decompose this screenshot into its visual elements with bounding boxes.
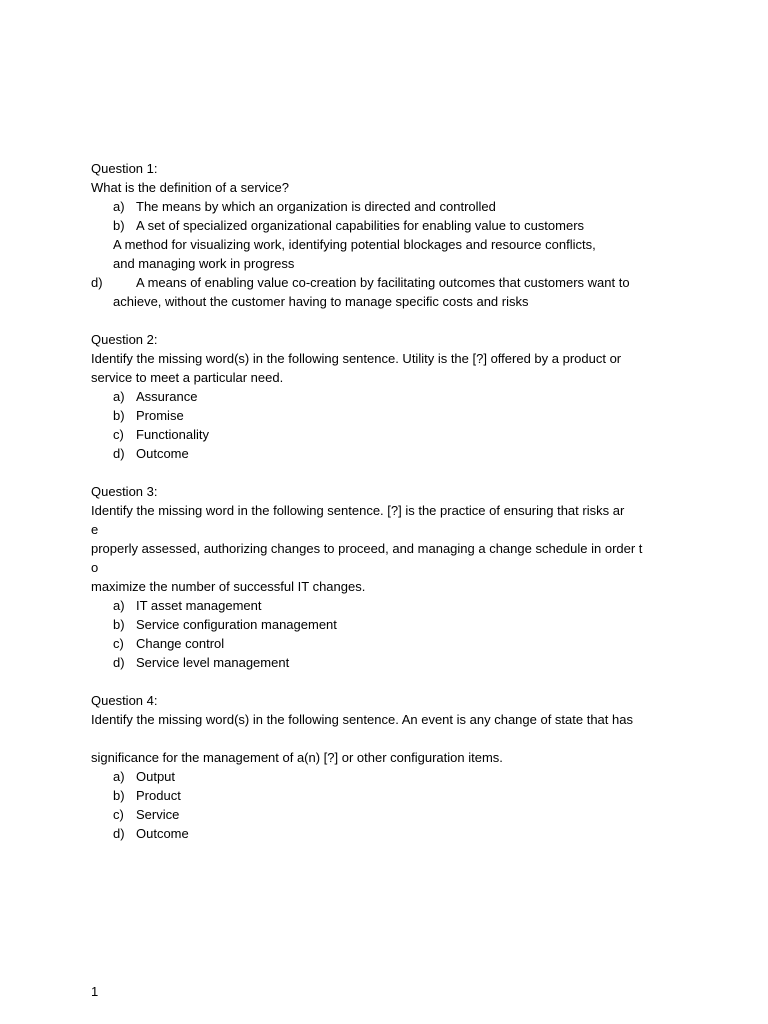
option-letter: a) — [113, 199, 125, 214]
question-1 — [91, 159, 671, 311]
option-text: Promise — [136, 408, 184, 423]
option-letter: c) — [113, 636, 124, 651]
question-text: o — [91, 560, 99, 575]
option-text: A means of enabling value co-creation by facilitating outcomes that customers want to — [136, 275, 630, 290]
option-text: Functionality — [136, 427, 209, 442]
question-text: maximize the number of successful IT changes. — [91, 579, 366, 594]
question-list — [91, 159, 671, 843]
question-heading: Question 4: — [91, 693, 158, 708]
option-letter: b) — [113, 408, 125, 423]
question-text: significance for the management of a(n) [?] or other configuration items. — [91, 750, 503, 765]
question-heading: Question 2: — [91, 332, 158, 347]
option-a — [91, 596, 671, 615]
option-text: Product — [136, 788, 181, 803]
option-d — [91, 824, 671, 843]
option-text: IT asset management — [136, 598, 262, 613]
option-text: Change control — [136, 636, 225, 651]
option-a — [91, 767, 671, 786]
option-b — [91, 216, 671, 235]
option-b — [91, 615, 671, 634]
option-text: The means by which an organization is directed and controlled — [136, 199, 496, 214]
option-a — [91, 387, 671, 406]
option-c — [91, 634, 671, 653]
option-letter: d) — [91, 275, 103, 290]
option-letter: d) — [113, 446, 125, 461]
question-text: Identify the missing word(s) in the following sentence. An event is any change of state that has — [91, 712, 633, 727]
option-letter: d) — [113, 655, 125, 670]
option-b — [91, 786, 671, 805]
option-letter: c) — [113, 807, 124, 822]
option-letter: a) — [113, 598, 125, 613]
question-text: e — [91, 522, 99, 537]
option-text: Output — [136, 769, 176, 784]
page-number: 1 — [91, 984, 99, 999]
option-letter: b) — [113, 218, 125, 233]
question-heading: Question 1: — [91, 161, 158, 176]
question-text: service to meet a particular need. — [91, 370, 284, 385]
option-c — [91, 425, 671, 444]
option-text: Service configuration management — [136, 617, 337, 632]
question-heading: Question 3: — [91, 484, 158, 499]
option-text: Outcome — [136, 826, 189, 841]
option-c-line-1: A method for visualizing work, identifying potential blockages and resource conflicts, — [113, 237, 596, 252]
option-text: Service — [136, 807, 180, 822]
option-c-line-2: and managing work in progress — [113, 256, 295, 271]
question-3 — [91, 482, 671, 672]
option-c — [91, 805, 671, 824]
option-letter: a) — [113, 389, 125, 404]
option-letter: a) — [113, 769, 125, 784]
option-a — [91, 197, 671, 216]
option-d — [91, 444, 671, 463]
option-letter: c) — [113, 427, 124, 442]
option-letter: b) — [113, 788, 125, 803]
option-d — [91, 273, 671, 292]
option-b — [91, 406, 671, 425]
question-4 — [91, 691, 671, 843]
question-text: Identify the missing word(s) in the following sentence. Utility is the [?] offered by a product or — [91, 351, 622, 366]
question-text: properly assessed, authorizing changes to proceed, and managing a change schedule in order t — [91, 541, 643, 556]
option-text: Outcome — [136, 446, 189, 461]
question-text: Identify the missing word in the following sentence. [?] is the practice of ensuring that risks ar — [91, 503, 625, 518]
option-d-line-2: achieve, without the customer having to manage specific costs and risks — [113, 294, 529, 309]
option-letter: d) — [113, 826, 125, 841]
option-d — [91, 653, 671, 672]
option-text: Service level management — [136, 655, 290, 670]
option-text: Assurance — [136, 389, 198, 404]
option-text: A set of specialized organizational capabilities for enabling value to customers — [136, 218, 585, 233]
question-2 — [91, 330, 671, 463]
option-letter: b) — [113, 617, 125, 632]
question-text: What is the definition of a service? — [91, 180, 289, 195]
